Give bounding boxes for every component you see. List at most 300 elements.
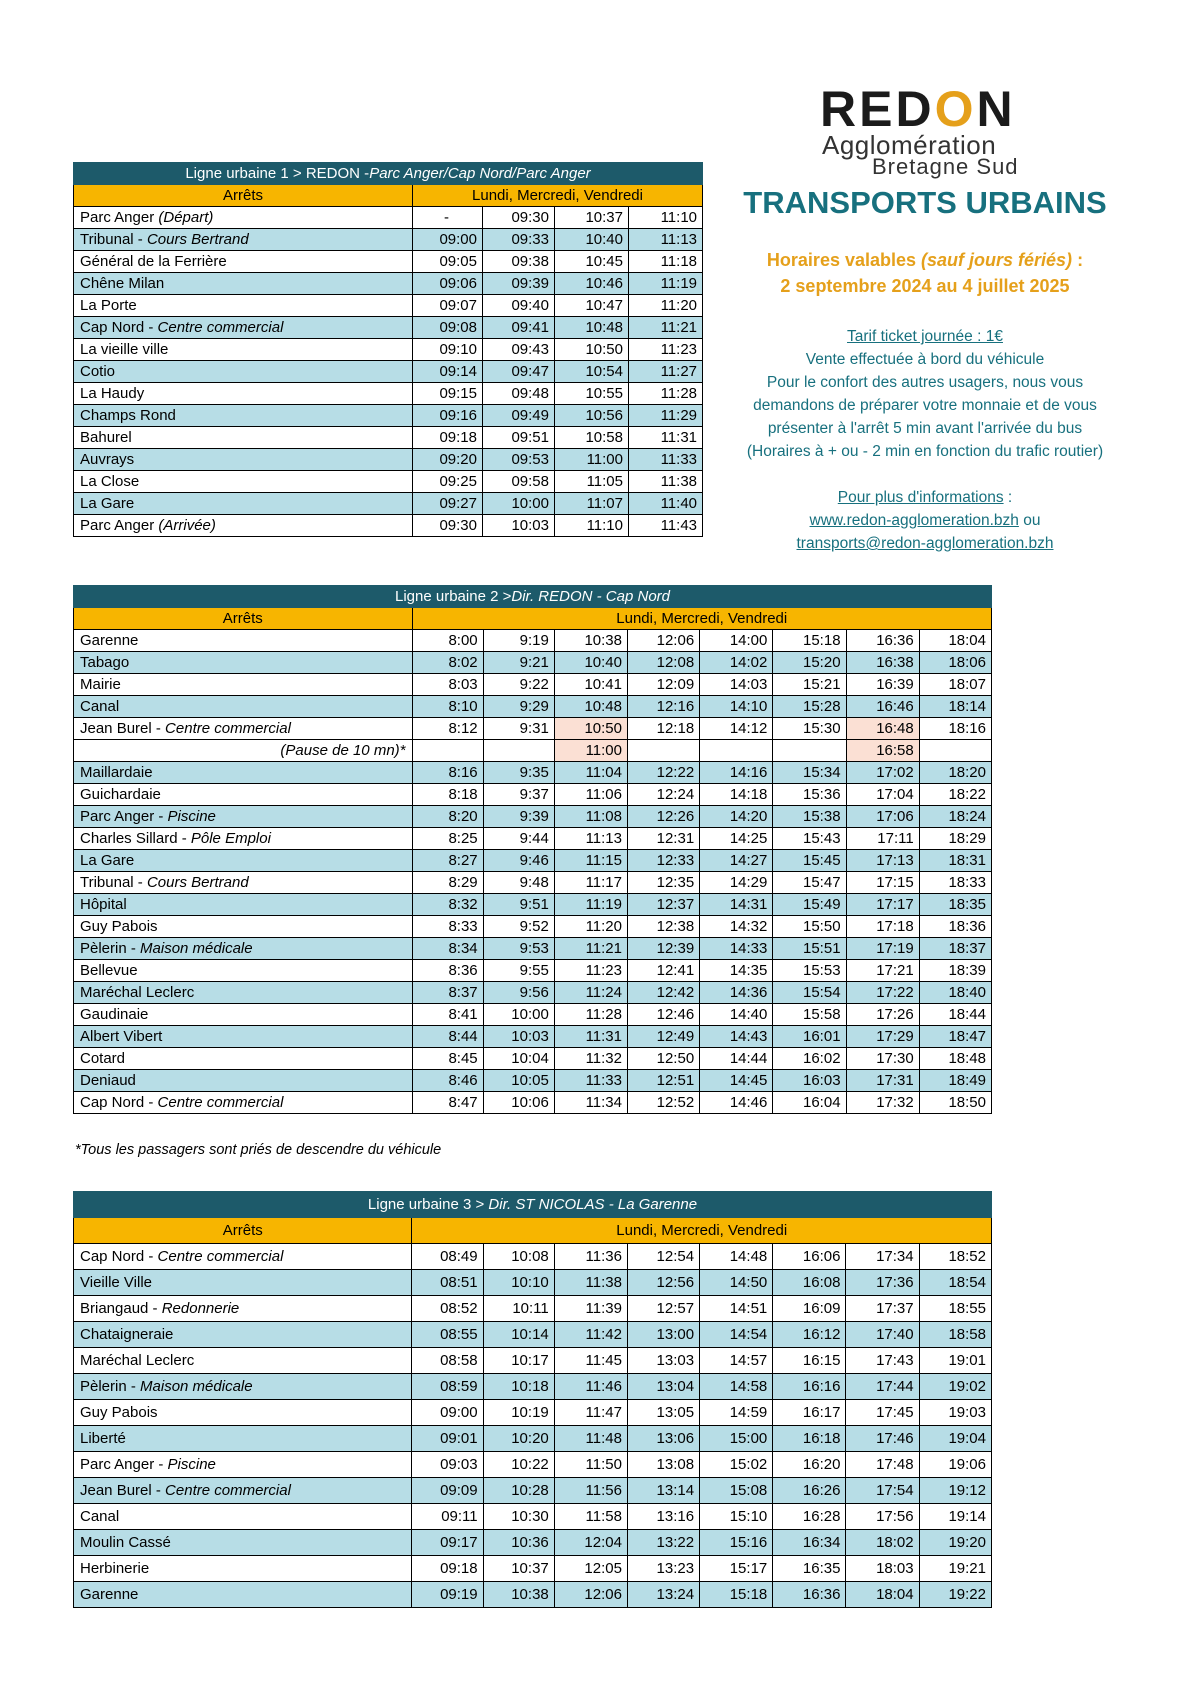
time-cell: 10:03 <box>483 1026 554 1048</box>
time-cell: 17:56 <box>846 1504 919 1530</box>
time-cell: 8:45 <box>412 1048 483 1070</box>
time-cell: 18:16 <box>919 718 991 740</box>
time-cell: 8:32 <box>412 894 483 916</box>
stop-row <box>74 652 992 674</box>
time-cell: 09:40 <box>483 295 555 317</box>
info-line: (Horaires à + ou - 2 min en fonction du trafic routier) <box>746 443 1104 460</box>
or-text: ou <box>1018 512 1041 529</box>
time-cell: 11:27 <box>629 361 703 383</box>
time-cell: 13:08 <box>627 1452 699 1478</box>
time-cell: 14:32 <box>700 916 773 938</box>
stop-name <box>74 1244 412 1270</box>
time-cell: 09:14 <box>413 361 483 383</box>
time-cell: 15:28 <box>773 696 846 718</box>
stop-name <box>74 630 413 652</box>
stop-row <box>74 850 992 872</box>
time-cell: 11:06 <box>554 784 627 806</box>
time-cell: 09:10 <box>413 339 483 361</box>
time-cell: 15:36 <box>773 784 846 806</box>
time-cell: 14:57 <box>700 1348 773 1374</box>
time-cell: 18:52 <box>919 1244 991 1270</box>
stop-name-detail: Centre commercial <box>165 719 291 737</box>
time-cell: 14:58 <box>700 1374 773 1400</box>
time-cell: 13:04 <box>627 1374 699 1400</box>
time-cell: 16:01 <box>773 1026 846 1048</box>
time-cell: 10:48 <box>555 317 629 339</box>
time-cell: 14:10 <box>700 696 773 718</box>
stop-name-main: Tribunal - <box>80 230 147 248</box>
time-cell: 09:11 <box>412 1504 483 1530</box>
time-cell: 15:08 <box>700 1478 773 1504</box>
time-cell: 11:45 <box>554 1348 627 1374</box>
time-cell: 8:34 <box>412 938 483 960</box>
stop-row <box>74 1426 992 1452</box>
stop-name-main: La Gare <box>80 851 135 869</box>
time-cell: 8:10 <box>412 696 483 718</box>
stop-name-main: Charles Sillard - <box>80 829 191 847</box>
stop-name-detail: Redonnerie <box>161 1300 240 1317</box>
time-cell: 10:45 <box>555 251 629 273</box>
time-cell: 09:47 <box>483 361 555 383</box>
line3-col-stops: Arrêts <box>74 1218 412 1244</box>
logo-sub1: Agglomération <box>822 130 997 160</box>
stop-row <box>74 273 703 295</box>
time-cell: 16:15 <box>773 1348 846 1374</box>
time-cell: 15:00 <box>700 1426 773 1452</box>
time-cell: 16:06 <box>773 1244 846 1270</box>
time-cell: 10:18 <box>483 1374 554 1400</box>
stop-row <box>74 1530 992 1556</box>
stop-row <box>74 1348 992 1374</box>
time-cell: 15:45 <box>773 850 846 872</box>
stop-name-main: Parc Anger <box>80 208 159 226</box>
info-line: Vente effectuée à bord du véhicule <box>805 351 1045 368</box>
time-cell: 19:02 <box>919 1374 991 1400</box>
time-cell: 12:16 <box>628 696 700 718</box>
time-cell: 12:04 <box>554 1530 627 1556</box>
time-cell: 17:46 <box>846 1426 919 1452</box>
line1-title-a: Ligne urbaine 1 > REDON - <box>185 164 370 182</box>
time-cell: 12:42 <box>628 982 700 1004</box>
time-cell: 18:03 <box>846 1556 919 1582</box>
time-cell: 17:36 <box>846 1270 919 1296</box>
time-cell: 11:20 <box>629 295 703 317</box>
stop-name-main: Guichardaie <box>80 785 161 803</box>
stop-name <box>74 1296 412 1322</box>
stop-row <box>74 471 703 493</box>
time-cell: 19:12 <box>919 1478 991 1504</box>
time-cell: 09:00 <box>412 1400 483 1426</box>
time-cell: 09:58 <box>483 471 555 493</box>
time-cell: 14:18 <box>700 784 773 806</box>
time-cell: 11:23 <box>554 960 627 982</box>
line2-title-b: Dir. REDON - Cap Nord <box>511 587 670 605</box>
redon-agglomeration-logo <box>820 80 1030 179</box>
time-cell: 14:33 <box>700 938 773 960</box>
stop-name-main: Parc Anger - <box>80 1456 168 1473</box>
time-cell: 9:55 <box>483 960 554 982</box>
time-cell: 18:39 <box>919 960 991 982</box>
stop-row <box>74 1048 992 1070</box>
time-cell: 11:21 <box>629 317 703 339</box>
time-cell: 12:39 <box>628 938 700 960</box>
line3-rows <box>74 1244 992 1608</box>
stop-row <box>74 1004 992 1026</box>
time-cell: 18:02 <box>846 1530 919 1556</box>
time-cell: 16:38 <box>846 652 919 674</box>
time-cell: 16:36 <box>773 1582 846 1608</box>
time-cell: 8:16 <box>412 762 483 784</box>
time-cell: 19:03 <box>919 1400 991 1426</box>
time-cell: 18:35 <box>919 894 991 916</box>
time-cell: 17:06 <box>846 806 919 828</box>
stop-name-main: Cap Nord - <box>80 1093 158 1111</box>
stop-name-main: La Gare <box>80 494 135 512</box>
stop-name-main: Pèlerin - <box>80 1378 141 1395</box>
time-cell: 10:04 <box>483 1048 554 1070</box>
time-cell <box>483 740 554 762</box>
stop-row <box>74 872 992 894</box>
time-cell: 8:20 <box>412 806 483 828</box>
time-cell: 13:24 <box>627 1582 699 1608</box>
time-cell: 11:21 <box>554 938 627 960</box>
time-cell: 9:31 <box>483 718 554 740</box>
stop-name-main: Général de la Ferrière <box>80 252 227 270</box>
time-cell: 18:36 <box>919 916 991 938</box>
time-cell: 8:02 <box>412 652 483 674</box>
stop-name <box>74 674 413 696</box>
stop-row <box>74 405 703 427</box>
time-cell: 09:18 <box>413 427 483 449</box>
time-cell: 9:29 <box>483 696 554 718</box>
time-cell: 11:05 <box>555 471 629 493</box>
logo-sub2: Bretagne Sud <box>872 154 1019 179</box>
stop-name <box>74 960 413 982</box>
stop-name <box>74 1374 412 1400</box>
time-cell: 9:53 <box>483 938 554 960</box>
time-cell: 09:01 <box>412 1426 483 1452</box>
time-cell: 17:34 <box>846 1244 919 1270</box>
time-cell: 14:02 <box>700 652 773 674</box>
stop-name-main: Canal <box>80 1508 120 1525</box>
stop-row <box>74 1092 992 1114</box>
stop-name <box>74 938 413 960</box>
time-cell: 17:40 <box>846 1322 919 1348</box>
time-cell: 10:41 <box>554 674 627 696</box>
time-cell: 14:03 <box>700 674 773 696</box>
time-cell: 13:05 <box>627 1400 699 1426</box>
info-line: présenter à l'arrêt 5 min avant l'arrivée du bus <box>767 420 1083 437</box>
stop-name-main: Chêne Milan <box>80 274 165 292</box>
stop-name <box>74 1400 412 1426</box>
stop-name-main: La vieille ville <box>80 340 169 358</box>
time-cell: 10:48 <box>554 696 627 718</box>
time-cell: 12:18 <box>628 718 700 740</box>
time-cell: 10:28 <box>483 1478 554 1504</box>
time-cell <box>919 740 991 762</box>
stop-row <box>74 449 703 471</box>
time-cell: 11:17 <box>554 872 627 894</box>
time-cell: 18:58 <box>919 1322 991 1348</box>
time-cell: 08:55 <box>412 1322 483 1348</box>
stop-name <box>74 493 413 515</box>
time-cell: 16:03 <box>773 1070 846 1092</box>
time-cell: 16:16 <box>773 1374 846 1400</box>
time-cell: 11:00 <box>555 449 629 471</box>
stop-row <box>74 1582 992 1608</box>
time-cell: 12:09 <box>628 674 700 696</box>
time-cell: 15:17 <box>700 1556 773 1582</box>
line2-col-days: Lundi, Mercredi, Vendredi <box>412 608 992 630</box>
stop-name-main: Garenne <box>80 1586 139 1603</box>
time-cell: 12:38 <box>628 916 700 938</box>
stop-name <box>74 229 413 251</box>
time-cell: 18:40 <box>919 982 991 1004</box>
stop-name <box>74 1582 412 1608</box>
stop-row <box>74 1504 992 1530</box>
time-cell: 17:18 <box>846 916 919 938</box>
stop-name <box>74 1004 413 1026</box>
time-cell: 18:37 <box>919 938 991 960</box>
time-cell: 15:47 <box>773 872 846 894</box>
time-cell: 8:44 <box>412 1026 483 1048</box>
time-cell: 17:29 <box>846 1026 919 1048</box>
time-cell: 9:21 <box>483 652 554 674</box>
time-cell: 18:49 <box>919 1070 991 1092</box>
stop-name-detail: Piscine <box>167 1456 216 1473</box>
info-panel <box>705 185 1145 555</box>
time-cell: 11:47 <box>554 1400 627 1426</box>
time-cell: 14:16 <box>700 762 773 784</box>
stop-name-main: Jean Burel - <box>80 1482 166 1499</box>
time-cell: 09:00 <box>413 229 483 251</box>
line2-timetable <box>73 585 992 1114</box>
time-cell: 11:13 <box>629 229 703 251</box>
stop-row <box>74 960 992 982</box>
time-cell: 8:00 <box>412 630 483 652</box>
time-cell: 09:48 <box>483 383 555 405</box>
time-cell: 11:10 <box>629 207 703 229</box>
time-cell: 15:50 <box>773 916 846 938</box>
time-cell: 8:36 <box>412 960 483 982</box>
stop-row <box>74 317 703 339</box>
stop-name <box>74 916 413 938</box>
time-cell: 10:05 <box>483 1070 554 1092</box>
time-cell: 12:31 <box>628 828 700 850</box>
time-cell: 8:29 <box>412 872 483 894</box>
stop-name-main: Tabago <box>80 653 130 671</box>
time-cell: 11:40 <box>629 493 703 515</box>
stop-row <box>74 1322 992 1348</box>
time-cell: 14:00 <box>700 630 773 652</box>
time-cell: 9:39 <box>483 806 554 828</box>
stop-row <box>74 630 992 652</box>
stop-name-main: Deniaud <box>80 1071 136 1089</box>
time-cell: 12:24 <box>628 784 700 806</box>
time-cell: 15:20 <box>773 652 846 674</box>
time-cell: 14:48 <box>700 1244 773 1270</box>
stop-name <box>74 1556 412 1582</box>
time-cell: 09:08 <box>413 317 483 339</box>
time-cell: 14:25 <box>700 828 773 850</box>
time-cell: 11:00 <box>554 740 627 762</box>
stop-name-main: Chataigneraie <box>80 1326 174 1343</box>
stop-name-main: Cap Nord - <box>80 1248 158 1265</box>
stop-name-main: Cotard <box>80 1049 126 1067</box>
time-cell: 10:06 <box>483 1092 554 1114</box>
website-link[interactable]: www.redon-agglomeration.bzh <box>809 512 1019 529</box>
stop-name-main: Hôpital <box>80 895 127 913</box>
stop-name <box>74 383 413 405</box>
time-cell: 09:33 <box>483 229 555 251</box>
info-line: demandons de préparer votre monnaie et de vous <box>753 397 1097 414</box>
stop-name-main: Gaudinaie <box>80 1005 149 1023</box>
stop-name <box>74 1092 413 1114</box>
time-cell: 16:36 <box>846 630 919 652</box>
time-cell: 9:52 <box>483 916 554 938</box>
time-cell: 12:06 <box>628 630 700 652</box>
stop-name-main: Mairie <box>80 675 121 693</box>
time-cell: 17:45 <box>846 1400 919 1426</box>
stop-row <box>74 982 992 1004</box>
time-cell: 14:43 <box>700 1026 773 1048</box>
time-cell: 18:44 <box>919 1004 991 1026</box>
time-cell: 17:21 <box>846 960 919 982</box>
stop-name-main: Guy Pabois <box>80 917 158 935</box>
time-cell: 10:11 <box>483 1296 554 1322</box>
stop-name <box>74 207 413 229</box>
stop-row <box>74 1478 992 1504</box>
line1-col-stops: Arrêts <box>74 185 413 207</box>
time-cell: 09:39 <box>483 273 555 295</box>
more-info <box>705 486 1145 509</box>
validity-italic: (sauf jours fériés) <box>921 250 1073 270</box>
time-cell: 12:26 <box>628 806 700 828</box>
time-cell: 11:31 <box>629 427 703 449</box>
time-cell: 11:58 <box>554 1504 627 1530</box>
time-cell: 09:41 <box>483 317 555 339</box>
stop-name-main: La Haudy <box>80 384 145 402</box>
stop-name-main: Bellevue <box>80 961 138 979</box>
time-cell: 11:38 <box>629 471 703 493</box>
info-line: Pour le confort des autres usagers, nous vous <box>766 374 1084 391</box>
stop-name-detail: Cours Bertrand <box>146 873 249 891</box>
time-cell: 11:46 <box>554 1374 627 1400</box>
time-cell: 10:37 <box>483 1556 554 1582</box>
time-cell: 09:06 <box>413 273 483 295</box>
time-cell: 17:13 <box>846 850 919 872</box>
time-cell: 09:38 <box>483 251 555 273</box>
time-cell: 10:19 <box>483 1400 554 1426</box>
validity-dates: 2 septembre 2024 au 4 juillet 2025 <box>780 276 1070 296</box>
time-cell: 11:36 <box>554 1244 627 1270</box>
stop-name-main: La Porte <box>80 296 137 314</box>
time-cell: 10:00 <box>483 493 555 515</box>
time-cell: 11:42 <box>554 1322 627 1348</box>
stop-name-detail: Cours Bertrand <box>146 230 249 248</box>
time-cell: 16:35 <box>773 1556 846 1582</box>
time-cell: 16:04 <box>773 1092 846 1114</box>
tarif-text: Tarif ticket journée : 1€ <box>847 328 1003 345</box>
time-cell: 17:22 <box>846 982 919 1004</box>
stop-name <box>74 1452 412 1478</box>
time-cell: 12:06 <box>554 1582 627 1608</box>
stop-name <box>74 982 413 1004</box>
time-cell: 19:01 <box>919 1348 991 1374</box>
stop-name <box>74 1348 412 1374</box>
time-cell: 14:50 <box>700 1270 773 1296</box>
time-cell: 8:18 <box>412 784 483 806</box>
time-cell: 11:50 <box>554 1452 627 1478</box>
time-cell: 9:35 <box>483 762 554 784</box>
stop-name <box>74 1048 413 1070</box>
stop-name <box>74 696 413 718</box>
stop-row <box>74 696 992 718</box>
time-cell <box>773 740 846 762</box>
time-cell: 16:39 <box>846 674 919 696</box>
time-cell: 17:31 <box>846 1070 919 1092</box>
email-link[interactable]: transports@redon-agglomeration.bzh <box>796 535 1054 552</box>
time-cell: 18:04 <box>919 630 991 652</box>
stop-name-detail: Pôle Emploi <box>190 829 271 847</box>
line1-timetable <box>73 162 703 537</box>
time-cell: 17:43 <box>846 1348 919 1374</box>
stop-name <box>74 828 413 850</box>
line2-rows <box>74 630 992 1114</box>
time-cell: 12:46 <box>628 1004 700 1026</box>
time-cell: 9:22 <box>483 674 554 696</box>
time-cell: 8:47 <box>412 1092 483 1114</box>
stop-name <box>74 894 413 916</box>
time-cell: 18:50 <box>919 1092 991 1114</box>
time-cell: 10:38 <box>483 1582 554 1608</box>
line3-title <box>74 1192 992 1218</box>
time-cell: 08:58 <box>412 1348 483 1374</box>
time-cell: 08:49 <box>412 1244 483 1270</box>
time-cell: 8:46 <box>412 1070 483 1092</box>
time-cell: 18:20 <box>919 762 991 784</box>
time-cell: 17:54 <box>846 1478 919 1504</box>
time-cell: 09:53 <box>483 449 555 471</box>
time-cell: 09:15 <box>413 383 483 405</box>
time-cell: 9:46 <box>483 850 554 872</box>
time-cell: 09:05 <box>413 251 483 273</box>
time-cell: 11:15 <box>554 850 627 872</box>
time-cell: 10:54 <box>555 361 629 383</box>
time-cell: 15:16 <box>700 1530 773 1556</box>
time-cell: 15:58 <box>773 1004 846 1026</box>
time-cell: 17:17 <box>846 894 919 916</box>
time-cell: 9:44 <box>483 828 554 850</box>
time-cell: 10:08 <box>483 1244 554 1270</box>
time-cell: 16:02 <box>773 1048 846 1070</box>
time-cell: - <box>413 207 483 229</box>
stop-row <box>74 674 992 696</box>
stop-name <box>74 317 413 339</box>
stop-row <box>74 1070 992 1092</box>
time-cell: 12:51 <box>628 1070 700 1092</box>
time-cell: 18:14 <box>919 696 991 718</box>
time-cell: 11:39 <box>554 1296 627 1322</box>
time-cell: 8:25 <box>412 828 483 850</box>
time-cell: 13:14 <box>627 1478 699 1504</box>
time-cell: 12:41 <box>628 960 700 982</box>
time-cell: 15:02 <box>700 1452 773 1478</box>
time-cell: 17:48 <box>846 1452 919 1478</box>
time-cell: 12:54 <box>627 1244 699 1270</box>
stop-name <box>74 515 413 537</box>
time-cell: 17:04 <box>846 784 919 806</box>
